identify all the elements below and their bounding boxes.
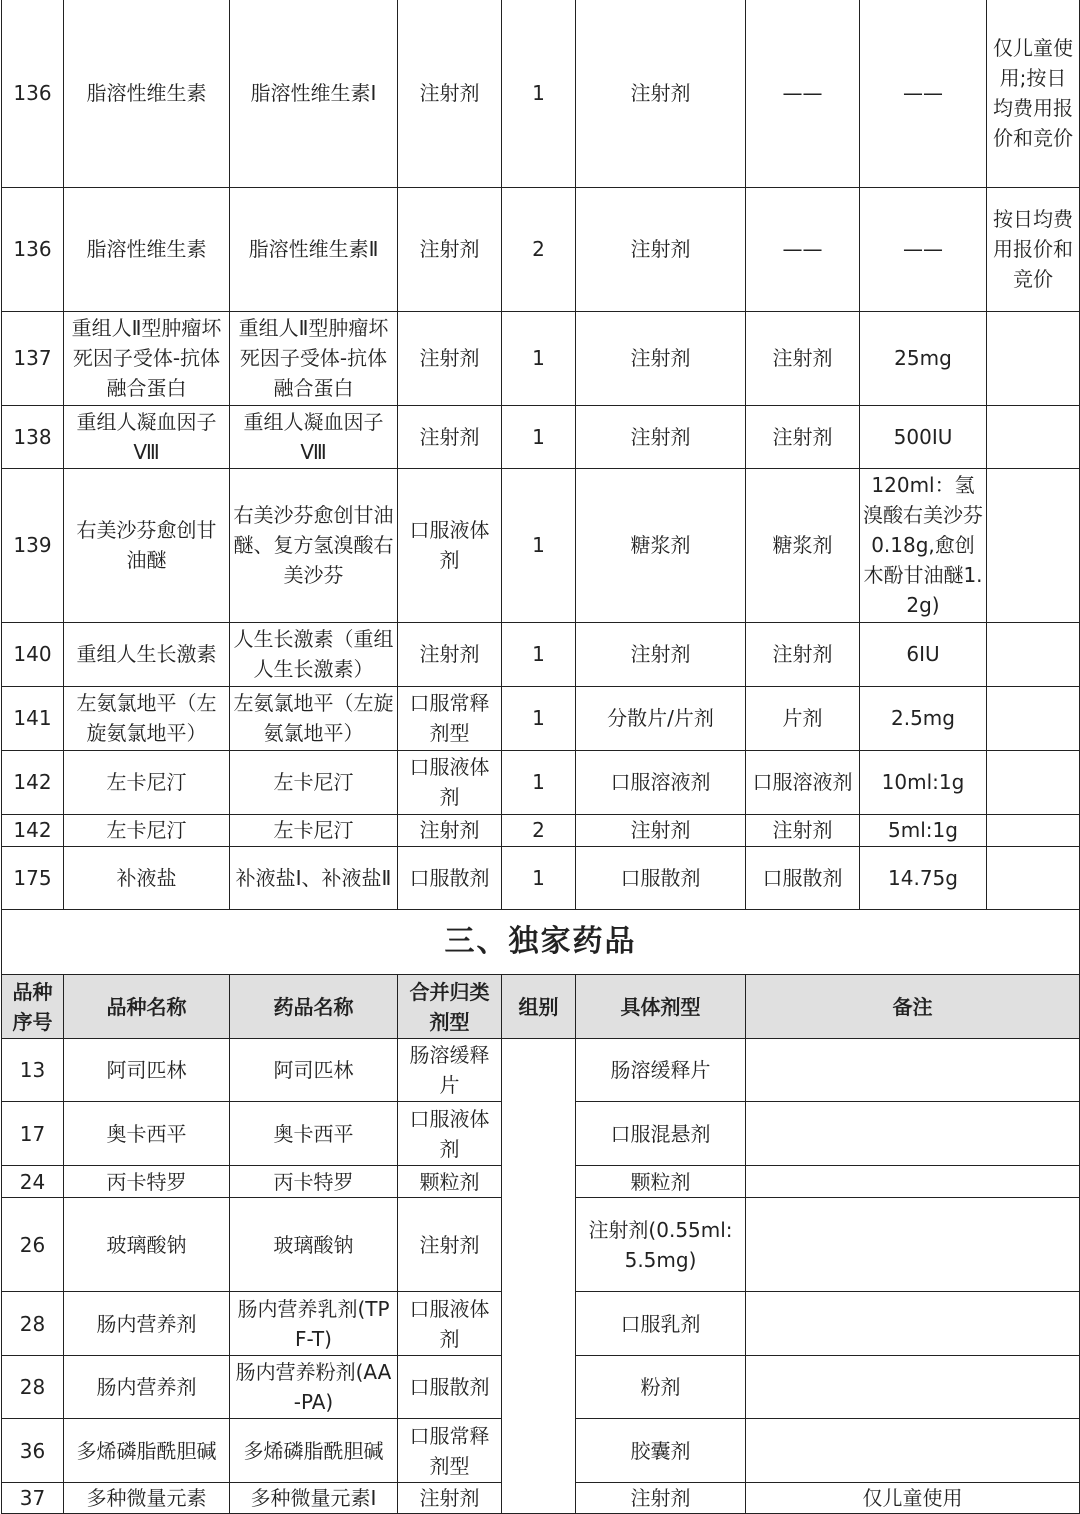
exclusive-drugs-table (1, 910, 1080, 1514)
cell-dosage-category: 注射剂 (398, 405, 502, 468)
cell-variety-name: 肠内营养剂 (64, 1292, 230, 1356)
cell-dosage-category: 注射剂 (398, 622, 502, 686)
drug-table-continued (1, 0, 1080, 910)
cell-remark: 仅儿童使用 (746, 1483, 1080, 1514)
cell-form: 注射剂 (746, 622, 860, 686)
table-row (2, 311, 1080, 405)
cell-group: 1 (502, 686, 576, 750)
cell-drug-name: 玻璃酸钠 (230, 1198, 398, 1292)
cell-dosage-category: 口服液体剂 (398, 750, 502, 814)
cell-drug-name: 左卡尼汀 (230, 814, 398, 846)
cell-variety-name: 重组人Ⅱ型肿瘤坏死因子受体-抗体融合蛋白 (64, 311, 230, 405)
cell-specific-form: 注射剂 (576, 1483, 746, 1514)
cell-variety-name: 重组人生长激素 (64, 622, 230, 686)
cell-drug-name: 多种微量元素Ⅰ (230, 1483, 398, 1514)
cell-specific-form: 注射剂 (576, 0, 746, 187)
cell-remark (987, 686, 1080, 750)
cell-group: 2 (502, 814, 576, 846)
cell-remark (746, 1102, 1080, 1166)
cell-specific-form: 口服乳剂 (576, 1292, 746, 1356)
cell-drug-name: 补液盐Ⅰ、补液盐Ⅱ (230, 846, 398, 909)
cell-form: 注射剂 (746, 405, 860, 468)
cell-variety-name: 左卡尼汀 (64, 750, 230, 814)
cell-variety-name: 脂溶性维生素 (64, 187, 230, 311)
cell-specific-form: 注射剂 (576, 405, 746, 468)
cell-form: 注射剂 (746, 814, 860, 846)
cell-dosage-category: 口服常释剂型 (398, 1419, 502, 1483)
cell-seq: 28 (2, 1292, 64, 1356)
cell-drug-name: 肠内营养粉剂(AA-PA) (230, 1356, 398, 1419)
cell-dosage-category: 注射剂 (398, 187, 502, 311)
cell-remark (987, 846, 1080, 909)
cell-variety-name: 右美沙芬愈创甘油醚 (64, 468, 230, 622)
cell-drug-name: 阿司匹林 (230, 1039, 398, 1102)
cell-drug-name: 重组人凝血因子Ⅷ (230, 405, 398, 468)
cell-variety-name: 玻璃酸钠 (64, 1198, 230, 1292)
cell-seq: 17 (2, 1102, 64, 1166)
cell-variety-name: 左卡尼汀 (64, 814, 230, 846)
cell-group: 1 (502, 750, 576, 814)
cell-seq: 142 (2, 750, 64, 814)
cell-remark (987, 814, 1080, 846)
cell-seq: 138 (2, 405, 64, 468)
cell-specific-form: 颗粒剂 (576, 1166, 746, 1198)
cell-spec: 10ml:1g (860, 750, 987, 814)
cell-remark (746, 1356, 1080, 1419)
cell-seq: 136 (2, 0, 64, 187)
cell-seq: 142 (2, 814, 64, 846)
section-title: 三、独家药品 (2, 910, 1080, 975)
cell-group: 1 (502, 468, 576, 622)
cell-specific-form: 口服散剂 (576, 846, 746, 909)
cell-variety-name: 丙卡特罗 (64, 1166, 230, 1198)
cell-group: 1 (502, 622, 576, 686)
cell-seq: 26 (2, 1198, 64, 1292)
cell-drug-name: 左卡尼汀 (230, 750, 398, 814)
cell-variety-name: 脂溶性维生素 (64, 0, 230, 187)
cell-spec: 6IU (860, 622, 987, 686)
cell-dosage-category: 口服液体剂 (398, 1102, 502, 1166)
cell-seq: 28 (2, 1356, 64, 1419)
cell-dosage-category: 口服常释剂型 (398, 686, 502, 750)
cell-remark (987, 311, 1080, 405)
cell-seq: 139 (2, 468, 64, 622)
cell-spec: 500IU (860, 405, 987, 468)
cell-specific-form: 胶囊剂 (576, 1419, 746, 1483)
cell-drug-name: 丙卡特罗 (230, 1166, 398, 1198)
cell-dosage-category: 口服液体剂 (398, 1292, 502, 1356)
column-header: 品种名称 (64, 975, 230, 1039)
cell-drug-name: 奥卡西平 (230, 1102, 398, 1166)
cell-remark (987, 405, 1080, 468)
cell-seq: 136 (2, 187, 64, 311)
cell-variety-name: 肠内营养剂 (64, 1356, 230, 1419)
cell-drug-name: 脂溶性维生素Ⅱ (230, 187, 398, 311)
cell-specific-form: 注射剂 (576, 814, 746, 846)
table-row (2, 405, 1080, 468)
column-header: 合并归类剂型 (398, 975, 502, 1039)
cell-form: 片剂 (746, 686, 860, 750)
cell-specific-form: 糖浆剂 (576, 468, 746, 622)
cell-specific-form: 注射剂 (576, 311, 746, 405)
column-header: 备注 (746, 975, 1080, 1039)
cell-seq: 13 (2, 1039, 64, 1102)
table-row (2, 468, 1080, 622)
cell-drug-name: 右美沙芬愈创甘油醚、复方氢溴酸右美沙芬 (230, 468, 398, 622)
cell-seq: 175 (2, 846, 64, 909)
cell-spec: 14.75g (860, 846, 987, 909)
cell-group: 2 (502, 187, 576, 311)
cell-group: 1 (502, 311, 576, 405)
cell-form: 糖浆剂 (746, 468, 860, 622)
table-row (2, 686, 1080, 750)
cell-spec: —— (860, 0, 987, 187)
table-row (2, 0, 1080, 187)
cell-seq: 137 (2, 311, 64, 405)
cell-remark (987, 468, 1080, 622)
cell-remark (746, 1198, 1080, 1292)
cell-drug-name: 多烯磷脂酰胆碱 (230, 1419, 398, 1483)
cell-dosage-category: 肠溶缓释片 (398, 1039, 502, 1102)
cell-form: 口服溶液剂 (746, 750, 860, 814)
cell-variety-name: 多种微量元素 (64, 1483, 230, 1514)
cell-form: 注射剂 (746, 311, 860, 405)
table-row (2, 814, 1080, 846)
cell-spec: 5ml:1g (860, 814, 987, 846)
cell-specific-form: 注射剂(0.55ml:5.5mg) (576, 1198, 746, 1292)
cell-drug-name: 人生长激素（重组人生长激素） (230, 622, 398, 686)
table-row (2, 750, 1080, 814)
cell-dosage-category: 口服液体剂 (398, 468, 502, 622)
cell-drug-name: 肠内营养乳剂(TPF-T) (230, 1292, 398, 1356)
cell-dosage-category: 口服散剂 (398, 846, 502, 909)
cell-specific-form: 注射剂 (576, 622, 746, 686)
table-row (2, 1039, 1080, 1102)
cell-group: 1 (502, 405, 576, 468)
cell-drug-name: 重组人Ⅱ型肿瘤坏死因子受体-抗体融合蛋白 (230, 311, 398, 405)
cell-seq: 24 (2, 1166, 64, 1198)
cell-dosage-category: 注射剂 (398, 0, 502, 187)
cell-remark: 仅儿童使用;按日均费用报价和竞价 (987, 0, 1080, 187)
cell-dosage-category: 注射剂 (398, 1483, 502, 1514)
cell-specific-form: 肠溶缓释片 (576, 1039, 746, 1102)
column-header: 药品名称 (230, 975, 398, 1039)
cell-seq: 36 (2, 1419, 64, 1483)
cell-specific-form: 粉剂 (576, 1356, 746, 1419)
cell-spec: 2.5mg (860, 686, 987, 750)
cell-dosage-category: 注射剂 (398, 311, 502, 405)
cell-variety-name: 重组人凝血因子Ⅷ (64, 405, 230, 468)
table-row (2, 622, 1080, 686)
cell-drug-name: 脂溶性维生素Ⅰ (230, 0, 398, 187)
cell-dosage-category: 口服散剂 (398, 1356, 502, 1419)
table-row (2, 187, 1080, 311)
cell-specific-form: 口服溶液剂 (576, 750, 746, 814)
column-header: 组别 (502, 975, 576, 1039)
cell-form: —— (746, 0, 860, 187)
cell-remark (746, 1419, 1080, 1483)
cell-remark (746, 1166, 1080, 1198)
cell-spec: 120ml：氢溴酸右美沙芬0.18g,愈创木酚甘油醚1.2g) (860, 468, 987, 622)
cell-specific-form: 注射剂 (576, 187, 746, 311)
cell-remark (746, 1039, 1080, 1102)
cell-variety-name: 阿司匹林 (64, 1039, 230, 1102)
cell-variety-name: 奥卡西平 (64, 1102, 230, 1166)
cell-remark: 按日均费用报价和竞价 (987, 187, 1080, 311)
cell-seq: 141 (2, 686, 64, 750)
column-header: 品种序号 (2, 975, 64, 1039)
cell-remark (746, 1292, 1080, 1356)
cell-variety-name: 左氨氯地平（左旋氨氯地平） (64, 686, 230, 750)
cell-drug-name: 左氨氯地平（左旋氨氯地平） (230, 686, 398, 750)
cell-seq: 37 (2, 1483, 64, 1514)
cell-spec: 25mg (860, 311, 987, 405)
cell-specific-form: 分散片/片剂 (576, 686, 746, 750)
cell-group: 1 (502, 0, 576, 187)
table-row (2, 846, 1080, 909)
cell-seq: 140 (2, 622, 64, 686)
cell-variety-name: 补液盐 (64, 846, 230, 909)
cell-remark (987, 750, 1080, 814)
cell-dosage-category: 注射剂 (398, 1198, 502, 1292)
cell-group: 1 (502, 846, 576, 909)
cell-variety-name: 多烯磷脂酰胆碱 (64, 1419, 230, 1483)
cell-form: —— (746, 187, 860, 311)
cell-form: 口服散剂 (746, 846, 860, 909)
column-header: 具体剂型 (576, 975, 746, 1039)
cell-remark (987, 622, 1080, 686)
cell-dosage-category: 颗粒剂 (398, 1166, 502, 1198)
cell-dosage-category: 注射剂 (398, 814, 502, 846)
cell-spec: —— (860, 187, 987, 311)
cell-specific-form: 口服混悬剂 (576, 1102, 746, 1166)
cell-group-merged (502, 1039, 576, 1514)
